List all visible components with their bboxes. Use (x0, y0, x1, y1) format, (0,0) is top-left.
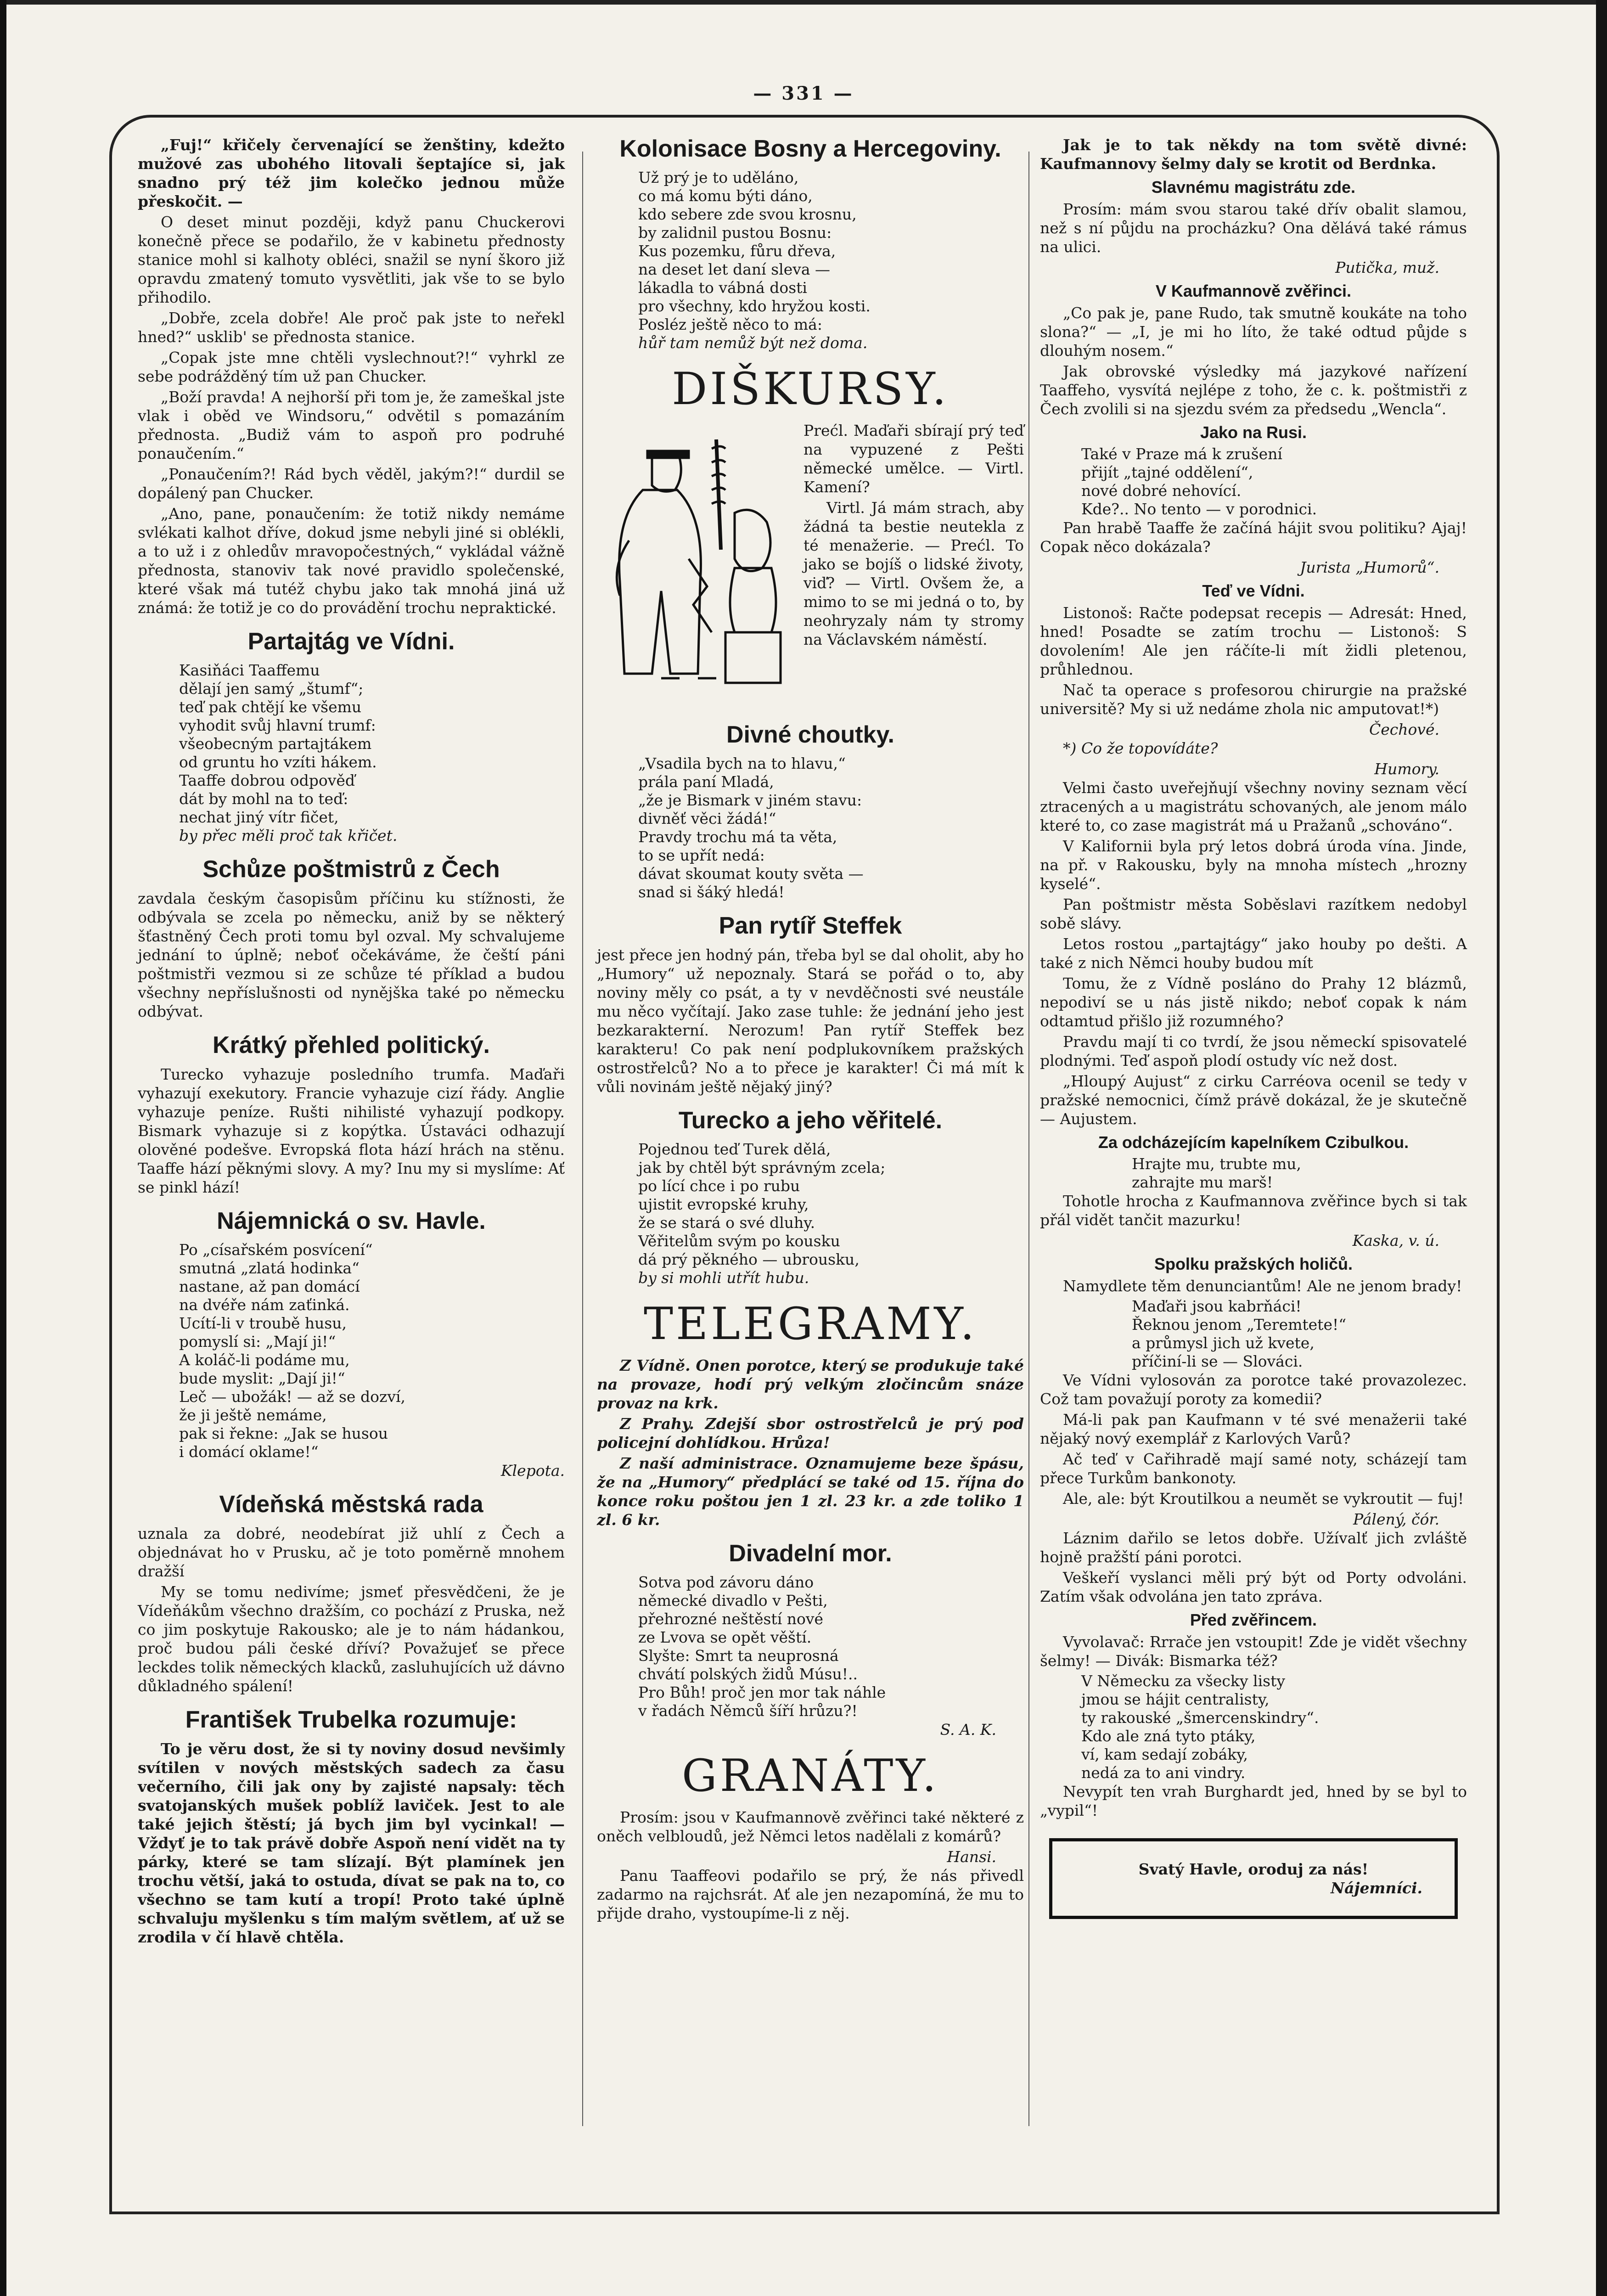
poem-line: jak by chtěl být správným zcela; (638, 1159, 886, 1176)
poem-line: by přec měli proč tak křičet. (179, 827, 398, 844)
article-title-zverinci: V Kaufmannově zvěřinci. (1155, 281, 1352, 300)
telegram: Z Prahy. Zdejší sbor ostrostřelců je prý pod policejní dohlídkou. Hrůza! (597, 1415, 1024, 1452)
poem-line: Také v Praze má k zrušení (1081, 445, 1282, 463)
poem-line: dělají jen samý „štumf“; (179, 680, 364, 698)
notice-line: Svatý Havle, oroduj za nás! (1138, 1860, 1369, 1878)
poem-line: chvátí polských židů Músu!.. (638, 1665, 858, 1683)
poem-line: i domácí oklame!“ (179, 1443, 319, 1461)
poem-veritele (638, 1140, 1024, 1287)
paragraph: „Boží pravda! A nejhorší při tom je, že zameškal jste vlak i oběd ve Windsoru,“ odvětil s pomazáním přednosta. „Budiž vám to aspoň pro podruhé ponaučením.“ (138, 388, 565, 462)
paragraph: Velmi často uveřejňují všechny noviny seznam věcí ztracených a u magistrátu schovaných, ale jenom málo které to, co zase magistrát má u Pražanů „schováno“. (1040, 779, 1467, 834)
poem-line: že ji ještě nemáme, (179, 1406, 327, 1424)
poem-line: vyhodit svůj hlavní trumf: (179, 716, 376, 734)
poem-line: snad si šáký hledá! (638, 883, 785, 901)
poem-line: lákadla to vábná dosti (638, 279, 807, 297)
article-title-trubelka: František Trubelka rozumuje: (185, 1706, 517, 1733)
paragraph: Pravdu mají ti co tvrdí, že jsou německí spisovatelé plodnými. Teď aspoň plodí ostudy víc než dost. (1040, 1033, 1467, 1069)
poem-line: prála paní Mladá, (638, 773, 774, 791)
column-2 (597, 135, 1024, 1925)
article-title-slavnemu: Slavnému magistrátu zde. (1151, 178, 1356, 197)
poem-line: by zalidnil pustou Bosnu: (638, 224, 832, 242)
paragraph: Listonoš: Račte podepsat recepis — Adresát: Hned, hned! Posadte se zatím trochu — Listonoš: S dovolením! Ale jen ráčíte-li mít židli pletenou, průhlednou. (1040, 604, 1467, 678)
poem-line: to se upřít nedá: (638, 846, 765, 864)
paragraph: Ač teď v Cařihradě mají samé noty, scházejí tam přece Turkům bankonoty. (1040, 1450, 1467, 1487)
poem-line: že se stará o své dluhy. (638, 1214, 815, 1232)
article-title-veritele: Turecko a jeho věřitelé. (678, 1107, 943, 1134)
poem-line: by si mohli utřít hubu. (638, 1269, 809, 1287)
poem-holici (1132, 1297, 1467, 1371)
page-number: — 331 — (753, 83, 854, 104)
footnote: *) Co že topovídáte? (1063, 739, 1218, 757)
poem-cibulkou (1132, 1155, 1467, 1192)
paragraph: uznala za dobré, neodebírat již uhlí z Čech a objednávat ho v Prusku, ač je toto poměrně mnohem dražší (138, 1525, 565, 1580)
paragraph: Jak je to tak někdy na tom světě divné: Kaufmannovy šelmy daly se krotit od Berdnka. (1040, 136, 1467, 173)
article-title-vidni: Teď ve Vídni. (1202, 581, 1305, 600)
poem-line: Kus pozemku, fůru dřeva, (638, 242, 836, 260)
paragraph: zavdala českým časopisům příčinu ku stížnosti, že odbývala se zcela po německu, aniž by se některý šťastněný Čech proti tomu byl ozval. My schvalujeme jednání to úplně; neboť očekáváme, že čeští páni poštmistři vezmou si ze schůze té příklad a budou všechny nepříslušnosti od nynějška také po německu odbývat. (138, 889, 565, 1020)
paragraph: Nač ta operace s profesorou chirurgie na pražské universitě? My si už nedáme zhola nic amputovat!*) (1040, 681, 1467, 718)
paragraph: Turecko vyhazuje posledního trumfa. Maďaři vyhazují exekutory. Francie vyhazuje cizí řády. Anglie vyhazuje peníze. Rušti nihilisté vyhazují podkopy. Bismark vyhazuje si z kopýtka. Ústaváci odhazují olověné podešve. Evropská flota hází hrách na stěnu. Taaffe hází pěknými slovy. A my? Inu my si myslíme: Ať se pinkl hází! (138, 1065, 565, 1196)
poem-line: v řadách Němců šíří hrůzu?! (638, 1702, 858, 1720)
poem-line: kdo sebere zde svou krosnu, (638, 205, 857, 223)
poem-line: Kdo ale zná tyto ptáky, (1081, 1727, 1256, 1745)
poem-choutky (638, 754, 1024, 901)
poem-line: V Německu za všecky listy (1081, 1672, 1285, 1690)
poem-line: „že je Bismark v jiném stavu: (638, 791, 862, 809)
signature: Humory. (1374, 760, 1439, 778)
section-title-diskursy: DIŠKURSY. (672, 363, 949, 415)
poem-line: Hrajte mu, trubte mu, (1132, 1155, 1301, 1173)
poem-line: A koláč-li podáme mu, (179, 1351, 350, 1369)
article-title-holici: Spolku pražských holičů. (1154, 1255, 1353, 1273)
signature: Putička, muž. (1335, 259, 1439, 276)
article-title-choutky: Divné choutky. (726, 721, 894, 748)
poem-line: pomyslí si: „Mají ji!“ (179, 1333, 336, 1351)
poem-line: zahrajte mu marš! (1132, 1173, 1273, 1191)
column-3 (1040, 135, 1467, 1919)
article-title-schuze: Schůze poštmistrů z Čech (202, 856, 500, 883)
paragraph: „Hloupý Aujust“ z cirku Carréova ocenil se tedy v pražské nemocnici, čímž právě dokázal, že je skutečně — Aujustem. (1040, 1072, 1467, 1128)
paragraph: Prosím: mám svou starou také dřív obalit slamou, než s ní půjdu na procházku? Ona dělává také rámus na ulici. (1040, 200, 1467, 256)
telegram: Z Vídně. Onen porotce, který se produkuje také na provaze, hodí prý velkým zločincům snáze provaz na krk. (597, 1356, 1024, 1412)
signature: Klepota. (500, 1462, 565, 1480)
poem-divadelni (638, 1573, 1024, 1720)
signature: Pálený, čór. (1353, 1510, 1439, 1528)
poem-line: co má komu býti dáno, (638, 187, 813, 205)
article-title-najemnicka: Nájemnická o sv. Havle. (217, 1208, 486, 1234)
paragraph: Pan poštmistr města Soběslavi razítkem nedobyl sobě slávy. (1040, 895, 1467, 932)
poem-line: ujistit evropské kruhy, (638, 1195, 809, 1213)
paragraph: Vyvolavač: Rrrače jen vstoupit! Zde je vidět všechny šelmy! — Divák: Bismarka též? (1040, 1633, 1467, 1670)
poem-line: na dvéře nám zaťinká. (179, 1296, 350, 1314)
poem-line: od gruntu ho vzíti hákem. (179, 753, 377, 771)
paragraph: V Kalifornii byla prý letos dobrá úroda vína. Jinde, na př. v Rakousku, byly na mnoha místech „hrozny kyselé“. (1040, 837, 1467, 893)
section-title-granaty: GRANÁTY. (682, 1750, 939, 1801)
poem-line: Řeknou jenom „Teremtete!“ (1132, 1316, 1347, 1334)
poem-line: příčiní-li se — Slováci. (1132, 1352, 1303, 1370)
article-title-cibulkou: Za odcházejícím kapelníkem Czibulkou. (1098, 1133, 1409, 1152)
article-title-partajtag: Partajtág ve Vídni. (247, 628, 455, 655)
poem-line: Kde?.. No tento — v porodnici. (1081, 500, 1317, 518)
paragraph: „Ano, pane, ponaučením: že totiž nikdy nemáme svlékati kalhot dříve, dokud jsme nebyli jiné si oblékli, a to už i z ohledův mravopočestných,“ vykládal vážně přednosta, stanoviv tak nové pravidlo společenské, které však má tutéž chybu jako tak mnohá jiná už známá: že totiž je co do provádění trochu nepraktické. (138, 505, 565, 617)
poem-line: ty rakouské „šmercenskindry“. (1081, 1709, 1319, 1727)
framed-notice (1049, 1838, 1458, 1919)
paragraph: Prećl. Maďaři sbírají prý teď na vypuzené z Pešti německé umělce. — Virtl. Kamení? (804, 422, 1024, 496)
poem-line: přehrozné neštěstí nové (638, 1610, 824, 1628)
paragraph: Veškeří vyslanci měli prý být od Porty odvoláni. Zatím však odvolána jen tato zpráva. (1040, 1569, 1467, 1605)
poem-line: nedá za to ani vindry. (1081, 1764, 1246, 1782)
signature: Čechové. (1369, 720, 1439, 738)
article-title-rusi: Jako na Rusi. (1200, 423, 1307, 442)
paragraph: Jak obrovské výsledky má jazykové nařízení Taaffeho, vysvítá nejlépe z toho, že c. k. poštmistři z Čech zvolili si na sjezdu svém za předsedu „Wencla“. (1040, 362, 1467, 418)
poem-line: nové dobré nehovící. (1081, 482, 1242, 500)
paragraph: Pan hrabě Taaffe že začíná hájit svou politiku? Ajaj! Copak něco dokázala? (1040, 519, 1467, 556)
poem-line: pak si řekne: „Jak se husou (179, 1424, 388, 1442)
paragraph: Ale, ale: být Kroutilkou a neumět se vykroutit — fuj! (1063, 1490, 1464, 1508)
poem-rusi (1081, 445, 1467, 518)
paragraph: „Ponaučením?! Rád bych věděl, jakým?!“ durdil se dopálený pan Chucker. (138, 465, 565, 502)
column-rule (1028, 152, 1029, 2126)
paragraph: „Co pak je, pane Rudo, tak smutně koukáte na toho slona?“ — „I, je mi ho líto, že také odtud půjde s dlouhým nosem.“ (1040, 304, 1467, 360)
poem-line: Pojednou teď Turek dělá, (638, 1140, 831, 1158)
poem-line: Slyšte: Smrt ta neuprosná (638, 1647, 839, 1665)
paragraph: Tomu, že z Vídně posláno do Prahy 12 blázmů, nepodiví se u nás jistě nikdo; neboť copak k nám odtamtud přišlo již rozumného? (1040, 974, 1467, 1030)
scan-edge-top (0, 0, 1607, 5)
poem-line: nechat jiný vítr fičet, (179, 808, 339, 826)
paragraph: Ve Vídni vylosován za porotce také provazolezec. Což tam považují poroty za komedii? (1040, 1371, 1467, 1408)
scan-edge-left (0, 0, 6, 2296)
paragraph: jest přece jen hodný pán, třeba byl se dal oholit, aby ho „Humory“ už nepoznaly. Stará se pořád o to, aby noviny měly co psát, a ty v nevděčnosti své neustále mu něco vyčítají. Jako zase tuhle: že jednání jeho jest bezkarakterní. Nerozum! Pan rytíř Steffek bez karakteru! Co pak není podplukovníkem pražských ostrostřelců? No a to přece je karakter! Či má mít k vůli novinám ještě nějaký jiný? (597, 946, 1024, 1096)
paragraph: Virtl. Já mám strach, aby žádná ta bestie neutekla z té menažerie. — Prećl. To jako se bojíš o lidské životy, viď? — Virtl. Ovšem že, a mimo to se mi jedná o to, by neohryzaly nám ty stromy na Václavském náměstí. (804, 499, 1024, 648)
paragraph: „Copak jste mne chtěli vyslechnout?!“ vyhrkl ze sebe podrážděný tím už pan Chucker. (138, 349, 565, 385)
cartoon-illustration (597, 421, 794, 706)
paragraph: „Fuj!“ křičely červenající se ženštiny, kdežto mužové zas ubohého litovali šeptajíce si, jak snadno prý též jim kolečko jednou může přeskočit. — (138, 136, 565, 210)
poem-line: a průmysl jich už kvete, (1132, 1334, 1315, 1352)
paragraph: Namydlete těm denunciantům! Ale ne jenom brady! (1063, 1277, 1462, 1295)
poem-line: Sotva pod závoru dáno (638, 1573, 814, 1591)
article-title-kolonisace: Kolonisace Bosny a Hercegoviny. (619, 135, 1001, 162)
poem-line: na deset let daní sleva — (638, 260, 831, 278)
poem-line: Ucítí-li v troubě husu, (179, 1314, 347, 1332)
poem-line: Už prý je to uděláno, (638, 169, 799, 186)
poem-line: Pro Bůh! proč jen mor tak náhle (638, 1683, 886, 1701)
poem-partajtag (179, 661, 565, 845)
poem-line: ví, kam sedají zobáky, (1081, 1745, 1248, 1763)
paragraph: Má-li pak pan Kaufmann v té své menažerii také nějaký nový exemplář z Karlových Varů? (1040, 1411, 1467, 1447)
paragraph: Panu Taaffeovi podařilo se prý, že nás přivedl zadarmo na rajchsrát. Ať ale jen nezapomíná, že mu to přijde draho, vystoupíme-li z něj. (597, 1867, 1024, 1922)
signature: S. A. K. (940, 1721, 996, 1739)
poem-line: Leč — ubožák! — až se dozví, (179, 1388, 406, 1406)
paragraph: My se tomu nedivíme; jsmeť přesvědčeni, že je Vídeňákům všechno dražším, co pochází z Pruska, než co jim poskytuje Rakousko; ale je to nám hádankou, proč budou páli české dříví? Považujeť se přece leckdes tolik německých klacků, zasluhujících už dávno důkladného spálení! (138, 1583, 565, 1695)
poem-line: Pravdy trochu má ta věta, (638, 828, 837, 846)
column-rule (582, 152, 583, 2126)
poem-line: smutná „zlatá hodinka“ (179, 1259, 360, 1277)
poem-line: „Vsadila bych na to hlavu,“ (638, 754, 846, 772)
article-title-steffek: Pan rytíř Steffek (719, 912, 902, 939)
poem-najemnicka (179, 1241, 565, 1461)
poem-line: německé divadlo v Pešti, (638, 1592, 828, 1609)
poem-line: dávat skoumat kouty světa — (638, 865, 864, 883)
poem-line: hůř tam nemůž být než doma. (638, 334, 868, 352)
paragraph: Prosím: jsou v Kaufmannově zvěřinci také některé z oněch velbloudů, jež Němci letos nadělali z komárů? (597, 1808, 1024, 1845)
poem-kolonisace (638, 169, 1024, 352)
paragraph: Tohotle hrocha z Kaufmannova zvěřince bych si tak přál vidět tančit mazurku! (1040, 1192, 1467, 1229)
scan-edge-right (1596, 0, 1607, 2296)
poem-line: Věřitelům svým po kousku (638, 1232, 840, 1250)
poem-line: Po „císařském posvícení“ (179, 1241, 373, 1259)
paragraph: Letos rostou „partajtágy“ jako houby po dešti. A také z nich Němci houby budou mít (1040, 935, 1467, 972)
paragraph: O deset minut později, když panu Chuckerovi konečně přece se podařilo, že v kabinetu přednosty stanice mohl si kalhoty obléci, snažil se nyní škoro již opravdu zmatený tomuto vysvětliti, jak vše to se bylo přihodilo. (138, 213, 565, 306)
article-title-zverincem: Před zvěřincem. (1190, 1610, 1317, 1629)
article-title-divadelni: Divadelní mor. (729, 1540, 892, 1567)
paragraph: Láznim dařilo se letos dobře. Užívalť jich zvláště hojně pražští páni porotci. (1040, 1529, 1467, 1566)
section-title-telegramy: TELEGRAMY. (643, 1298, 978, 1350)
poem-line: jmou se hájit centralisty, (1081, 1690, 1270, 1708)
article-title-prehled: Krátký přehled politický. (213, 1032, 490, 1058)
article-title-rada: Vídeňská městská rada (219, 1491, 483, 1518)
poem-line: Posléz ještě něco to má: (638, 315, 822, 333)
notice-signature: Nájemníci. (1330, 1879, 1422, 1897)
signature: Jurista „Humorů“. (1300, 558, 1439, 576)
poem-line: divněť věci žádá!“ (638, 810, 776, 827)
paragraph: Nevypít ten vrah Burghardt jed, hned by se byl to „vypil“! (1040, 1783, 1467, 1819)
poem-line: všeobecným partajtákem (179, 735, 372, 753)
poem-line: Maďaři jsou kabrňáci! (1132, 1297, 1302, 1315)
poem-line: přijít „tajné oddělení“, (1081, 463, 1253, 481)
paragraph: „Dobře, zcela dobře! Ale proč pak jste to neřekl hned?“ usklib' se přednosta stanice. (138, 309, 565, 346)
poem-line: pro všechny, kdo hryžou kosti. (638, 297, 871, 315)
poem-line: ze Lvova se opět věští. (638, 1628, 812, 1646)
paragraph: To je věru dost, že si ty noviny dosud nevšimly svítilen v nových městských sadech za času večerního, čili jak ony by zajisté napsaly: těch svatojanských mušek poblíž laviček. Jest to ale také jejich štěstí; já bych jim byl vycinkal! — Vždyť je to tak právě dobře Aspoň není vidět na ty párky, které se tam slízají. Být plamínek jen trochu větší, jaká to ostuda, dívat se pak na to, co všechno se tam kutí a tropí! Proto také úplně schvaluju myšlenku s tím malým světlem, ať už se zrodila v čí hlavě chtěla. (138, 1740, 565, 1946)
poem-line: Taaffe dobrou odpověď (179, 771, 355, 789)
poem-line: dá prý pěkného — ubrousku, (638, 1250, 860, 1268)
signature: Hansi. (947, 1848, 996, 1866)
poem-line: teď pak chtějí ke všemu (179, 698, 362, 716)
poem-line: Kasiňáci Taaffemu (179, 661, 320, 679)
poem-line: nastane, až pan domácí (179, 1277, 360, 1295)
column-1 (138, 135, 565, 1948)
poem-line: dát by mohl na to teď: (179, 790, 348, 808)
poem-zverincem (1081, 1672, 1467, 1782)
poem-line: po lící chce i po rubu (638, 1177, 800, 1195)
signature: Kaska, v. ú. (1352, 1232, 1439, 1249)
poem-line: bude myslit: „Dají ji!“ (179, 1369, 345, 1387)
telegram: Z naší administrace. Oznamujeme beze špásu, že na „Humory“ předplácí se také od 15. října do konce roku poštou jen 1 zl. 23 kr. a zde toliko 1 zl. 6 kr. (597, 1454, 1024, 1529)
